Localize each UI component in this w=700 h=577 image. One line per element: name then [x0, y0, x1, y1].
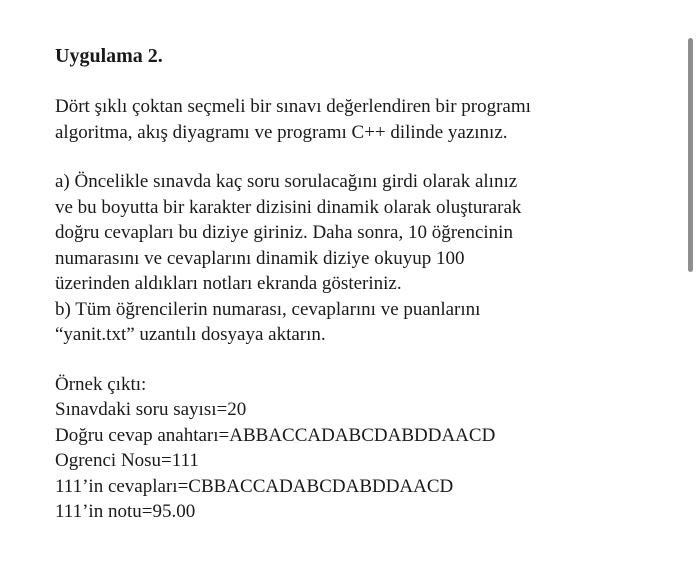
sample-output-line: Doğru cevap anahtarı=ABBACCADABCDABDDAACD	[55, 424, 496, 446]
sample-output-line: 111’in notu=95.00	[55, 501, 196, 522]
part-b-line: b) Tüm öğrencilerin numarası, cevaplarını ve puanlarını	[55, 298, 481, 320]
part-a-line: numarasını ve cevaplarını dinamik diziye okuyup 100	[55, 247, 465, 269]
paragraph-gap	[55, 145, 665, 169]
sample-output-line: 111’in cevapları=CBBACCADABCDABDDAACD	[55, 475, 454, 497]
sample-output-line: Sınavdaki soru sayısı=20	[55, 399, 247, 420]
sample-output-block	[55, 372, 665, 525]
vertical-scrollbar[interactable]	[688, 38, 693, 272]
part-b-paragraph	[55, 297, 665, 348]
part-a-line: ve bu boyutta bir karakter dizisini dinamik olarak oluşturarak	[55, 196, 522, 218]
part-b-line: “yanit.txt” uzantılı dosyaya aktarın.	[55, 324, 326, 345]
intro-paragraph	[55, 94, 665, 145]
paragraph-gap	[55, 348, 665, 372]
intro-line: Dört şıklı çoktan seçmeli bir sınavı değerlendiren bir programı	[55, 96, 531, 117]
part-a-line: doğru cevapları bu diziye giriniz. Daha sonra, 10 öğrencinin	[55, 222, 513, 243]
sample-output-line: Ogrenci Nosu=111	[55, 450, 199, 471]
sample-output-heading: Örnek çıktı:	[55, 373, 147, 395]
intro-line: algoritma, akış diyagramı ve programı C++ dilinde yazınız.	[55, 121, 508, 143]
document-page	[55, 44, 665, 525]
exercise-title: Uygulama 2.	[55, 45, 163, 67]
part-a-paragraph	[55, 169, 665, 297]
part-a-line: a) Öncelikle sınavda kaç soru sorulacağını girdi olarak alınız	[55, 171, 518, 192]
part-a-line: üzerinden aldıkları notları ekranda gösteriniz.	[55, 273, 402, 294]
